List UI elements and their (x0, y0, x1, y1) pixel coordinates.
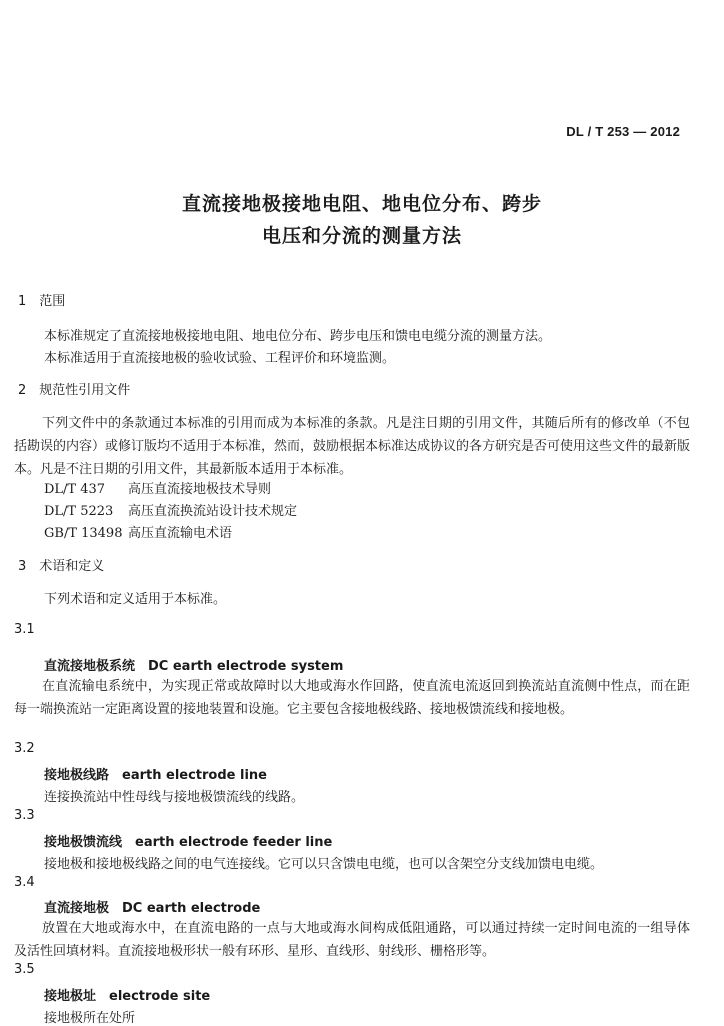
title-line-1: 直流接地极接地电阻、地电位分布、跨步 (181, 193, 542, 215)
section-2-paragraph: 下列文件中的条款通过本标准的引用而成为本标准的条款。凡是注日期的引用文件，其随后所有的修改单（不包括勘误的内容）或修订版均不适用于本标准，然而，鼓励根据本标准达成协议的各方研究是否可使用这些文件的最新版本。凡是不注日期的引用文件，其最新版本适用于本标准。 (14, 416, 691, 477)
reference-name: 高压直流换流站设计技术规定 (128, 504, 298, 519)
term-number: 3.4 (14, 875, 35, 890)
reference-item (44, 500, 297, 519)
title-line-2: 电压和分流的测量方法 (261, 225, 462, 247)
term-title: 直流接地极系统 DC earth electrode system (44, 659, 344, 674)
term-number: 3.2 (14, 741, 35, 756)
term-definition: 放置在大地或海水中，在直流电路的一点与大地或海水间构成低阻通路，可以通过持续一定时间电流的一组导体及活性回填材料。直流接地极形状一般有环形、星形、直线形、射线形、栅格形等。 (14, 921, 690, 959)
term-definition: 在直流输电系统中，为实现正常或故障时以大地或海水作回路，使直流电流返回到换流站直流侧中性点，而在距每一端换流站一定距离设置的接地装置和设施。它主要包含接地极线路、接地极馈流线和接地极。 (14, 679, 690, 717)
document-title (0, 188, 724, 252)
reference-item (44, 478, 271, 497)
term-title: 直流接地极 DC earth electrode (44, 901, 261, 916)
term-definition: 连接换流站中性母线与接地极馈流线的线路。 (44, 790, 305, 805)
standard-code: DL / T 253 — 2012 (566, 124, 680, 139)
term-title: 接地极馈流线 earth electrode feeder line (44, 835, 333, 850)
term-number: 3.5 (14, 962, 35, 977)
term-title: 接地极线路 earth electrode line (44, 768, 267, 783)
section-3-heading: 3 术语和定义 (18, 559, 105, 574)
reference-code: DL/T 437 (44, 482, 106, 497)
reference-code: GB/T 13498 (44, 526, 123, 541)
reference-code: DL/T 5223 (44, 504, 114, 519)
reference-item (44, 522, 232, 541)
section-1-paragraph-2: 本标准适用于直流接地极的验收试验、工程评价和环境监测。 (44, 351, 396, 366)
term-number: 3.1 (14, 622, 35, 637)
term-title: 接地极址 electrode site (44, 989, 211, 1004)
section-2-heading: 2 规范性引用文件 (18, 383, 131, 398)
section-3-intro: 下列术语和定义适用于本标准。 (44, 592, 227, 607)
term-definition: 接地极所在处所 (44, 1011, 136, 1026)
reference-name: 高压直流接地极技术导则 (128, 482, 272, 497)
section-1-heading: 1 范围 (18, 294, 66, 309)
term-definition: 接地极和接地极线路之间的电气连接线。它可以只含馈电电缆，也可以含架空分支线加馈电电缆。 (44, 857, 604, 872)
term-number: 3.3 (14, 808, 35, 823)
section-1-paragraph-1: 本标准规定了直流接地极接地电阻、地电位分布、跨步电压和馈电电缆分流的测量方法。 (44, 329, 552, 344)
reference-name: 高压直流输电术语 (128, 526, 233, 541)
